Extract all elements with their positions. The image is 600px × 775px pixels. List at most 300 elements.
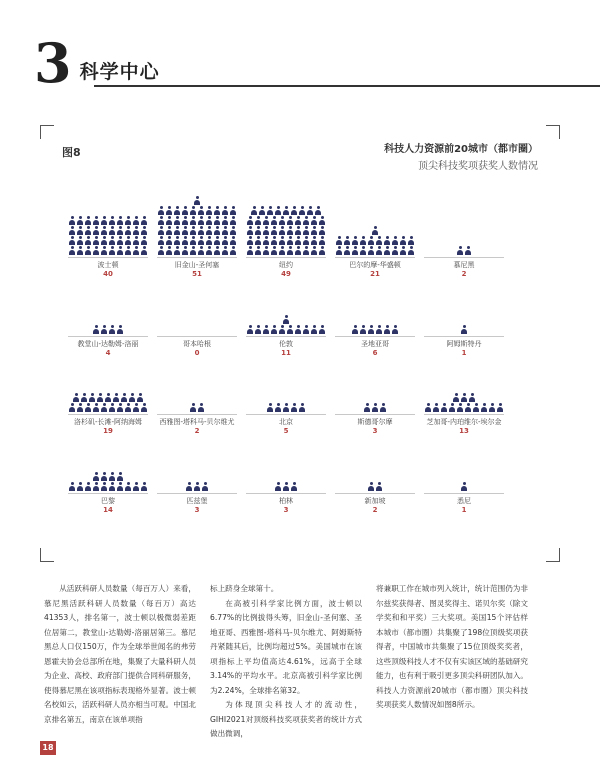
person-icon — [190, 236, 197, 246]
person-icon — [247, 226, 254, 236]
person-icon — [77, 236, 84, 246]
person-icon — [101, 403, 108, 413]
person-icon — [158, 226, 165, 236]
person-icon — [222, 246, 229, 256]
city-name: 新加坡 — [364, 497, 386, 505]
figure-title-block — [384, 140, 538, 172]
person-icon — [263, 226, 270, 236]
person-icon-stack — [151, 196, 243, 256]
person-icon-stack — [62, 393, 154, 413]
person-icon — [279, 226, 286, 236]
person-icon — [453, 393, 460, 403]
person-icon — [206, 226, 213, 236]
person-icon — [101, 472, 108, 482]
person-icon — [141, 482, 148, 492]
city-cell — [151, 423, 243, 523]
page-number: 18 — [40, 741, 56, 755]
person-icon — [283, 206, 290, 216]
person-icon — [311, 236, 318, 246]
city-name: 圣地亚哥 — [361, 340, 389, 348]
person-icon — [295, 325, 302, 335]
city-count: 11 — [281, 349, 291, 357]
person-icon — [255, 236, 262, 246]
cell-baseline — [157, 257, 237, 258]
person-icon — [85, 403, 92, 413]
person-icon — [360, 246, 367, 256]
person-icon — [198, 216, 205, 226]
person-icon — [473, 403, 480, 413]
person-icon — [125, 226, 132, 236]
city-count: 6 — [372, 349, 378, 357]
city-name: 阿姆斯特丹 — [446, 340, 482, 348]
person-icon — [69, 482, 76, 492]
person-icon — [77, 403, 84, 413]
person-icon — [247, 246, 254, 256]
person-icon-stack — [240, 315, 332, 335]
person-icon — [230, 226, 237, 236]
city-count: 13 — [459, 427, 469, 435]
person-icon — [121, 393, 128, 403]
person-icon — [69, 216, 76, 226]
person-icon — [117, 216, 124, 226]
city-count: 3 — [283, 506, 289, 514]
figure-label: 图8 — [62, 146, 81, 159]
person-icon — [214, 246, 221, 256]
person-icon — [194, 196, 201, 206]
person-icon — [174, 236, 181, 246]
person-icon — [372, 226, 379, 236]
person-icon — [275, 482, 282, 492]
person-icon — [85, 236, 92, 246]
person-icon — [315, 206, 322, 216]
person-icon — [319, 325, 326, 335]
person-icon-stack — [62, 216, 154, 256]
cell-baseline — [68, 414, 148, 415]
person-icon — [93, 325, 100, 335]
heading-rule — [94, 85, 600, 87]
city-name: 旧金山-圣何塞 — [174, 261, 220, 269]
cell-baseline — [335, 414, 415, 415]
person-icon — [267, 403, 274, 413]
cell-baseline — [424, 257, 504, 258]
person-icon — [158, 246, 165, 256]
person-icon — [299, 206, 306, 216]
city-count: 0 — [194, 349, 200, 357]
person-icon — [166, 246, 173, 256]
person-icon — [291, 403, 298, 413]
person-icon — [352, 325, 359, 335]
person-icon — [441, 403, 448, 413]
person-icon — [89, 393, 96, 403]
person-icon — [133, 236, 140, 246]
person-icon — [279, 325, 286, 335]
person-icon — [198, 226, 205, 236]
person-icon — [344, 236, 351, 246]
person-icon — [291, 206, 298, 216]
body-paragraph: 为体现顶尖科技人才的流动性，GIHI2021对顶级科技奖项获奖者的统计方式做出微调， — [210, 700, 362, 738]
city-name: 斯德哥尔摩 — [357, 418, 393, 426]
person-icon-stack — [329, 403, 421, 413]
person-icon — [433, 403, 440, 413]
person-icon — [101, 246, 108, 256]
person-icon — [457, 246, 464, 256]
person-icon — [206, 216, 213, 226]
person-icon — [247, 216, 254, 226]
person-icon — [489, 403, 496, 413]
cell-baseline — [335, 493, 415, 494]
person-icon — [287, 325, 294, 335]
person-icon — [77, 226, 84, 236]
person-icon — [190, 246, 197, 256]
person-icon-stack — [240, 403, 332, 413]
person-icon — [287, 246, 294, 256]
person-icon-stack — [418, 393, 510, 413]
person-icon — [73, 393, 80, 403]
city-count: 3 — [194, 506, 200, 514]
body-column-3 — [376, 582, 528, 713]
person-icon — [93, 482, 100, 492]
person-icon — [77, 482, 84, 492]
person-icon — [69, 236, 76, 246]
chapter-number: 3 — [34, 31, 72, 95]
person-icon — [141, 403, 148, 413]
person-icon — [267, 206, 274, 216]
person-icon — [392, 325, 399, 335]
frame-corner-bottom-left — [40, 548, 54, 562]
person-icon — [101, 325, 108, 335]
person-icon — [190, 216, 197, 226]
cell-baseline — [424, 493, 504, 494]
city-name: 匹兹堡 — [186, 497, 208, 505]
person-icon — [174, 246, 181, 256]
person-icon — [214, 206, 221, 216]
city-name: 悉尼 — [457, 497, 471, 505]
body-column-2 — [210, 582, 362, 742]
cell-baseline — [157, 336, 237, 337]
person-icon — [69, 246, 76, 256]
person-icon — [311, 325, 318, 335]
person-icon — [198, 206, 205, 216]
city-name: 纽约 — [279, 261, 293, 269]
person-icon-stack — [240, 482, 332, 492]
person-icon — [222, 216, 229, 226]
person-icon — [230, 206, 237, 216]
person-icon — [182, 216, 189, 226]
person-icon — [93, 472, 100, 482]
person-icon-stack — [418, 246, 510, 256]
person-icon — [222, 236, 229, 246]
city-count: 1 — [461, 349, 467, 357]
cell-baseline — [335, 257, 415, 258]
person-icon — [251, 206, 258, 216]
person-icon — [174, 226, 181, 236]
person-icon — [295, 216, 302, 226]
city-count: 5 — [283, 427, 289, 435]
person-icon — [481, 403, 488, 413]
person-icon — [85, 216, 92, 226]
person-icon — [247, 325, 254, 335]
person-icon — [198, 236, 205, 246]
person-icon — [295, 236, 302, 246]
person-icon — [384, 325, 391, 335]
person-icon — [190, 206, 197, 216]
cell-baseline — [68, 257, 148, 258]
person-icon-stack — [240, 206, 332, 256]
cell-baseline — [246, 414, 326, 415]
person-icon — [275, 206, 282, 216]
person-icon — [461, 325, 468, 335]
person-icon — [186, 482, 193, 492]
person-icon — [364, 403, 371, 413]
cell-baseline — [424, 414, 504, 415]
person-icon — [125, 403, 132, 413]
frame-corner-top-left — [40, 125, 54, 139]
person-icon — [344, 246, 351, 256]
person-icon — [101, 236, 108, 246]
person-icon — [166, 206, 173, 216]
person-icon — [182, 206, 189, 216]
person-icon — [101, 482, 108, 492]
chapter-title: 科学中心 — [79, 61, 160, 83]
city-name: 洛杉矶-长滩-阿纳海姆 — [73, 418, 143, 426]
person-icon — [85, 482, 92, 492]
person-icon — [101, 226, 108, 236]
city-cell — [329, 423, 421, 523]
person-icon — [279, 236, 286, 246]
person-icon — [380, 403, 387, 413]
person-icon — [85, 246, 92, 256]
cell-baseline — [68, 336, 148, 337]
person-icon — [105, 393, 112, 403]
person-icon — [263, 325, 270, 335]
city-count: 14 — [103, 506, 113, 514]
person-icon — [222, 226, 229, 236]
person-icon — [93, 226, 100, 236]
person-icon — [85, 226, 92, 236]
city-count: 2 — [194, 427, 200, 435]
person-icon-stack — [329, 482, 421, 492]
person-icon — [109, 236, 116, 246]
person-icon — [247, 236, 254, 246]
person-icon — [255, 246, 262, 256]
chapter-heading — [34, 31, 160, 95]
city-count: 49 — [281, 270, 291, 278]
person-icon — [384, 236, 391, 246]
person-icon — [336, 236, 343, 246]
person-icon — [311, 216, 318, 226]
person-icon — [449, 403, 456, 413]
city-name: 波士顿 — [97, 261, 119, 269]
person-icon — [319, 216, 326, 226]
person-icon — [230, 216, 237, 226]
person-icon — [400, 246, 407, 256]
person-icon — [133, 246, 140, 256]
cell-baseline — [246, 336, 326, 337]
person-icon — [117, 236, 124, 246]
person-icon — [465, 403, 472, 413]
person-icon — [376, 246, 383, 256]
person-icon — [101, 216, 108, 226]
person-icon — [283, 482, 290, 492]
city-cell — [240, 423, 332, 523]
person-icon — [392, 236, 399, 246]
person-icon — [368, 246, 375, 256]
person-icon — [125, 216, 132, 226]
person-icon — [206, 236, 213, 246]
person-icon — [69, 403, 76, 413]
person-icon — [109, 472, 116, 482]
person-icon-stack — [151, 403, 243, 413]
figure-title: 科技人力资源前20城市（都市圈） — [384, 144, 538, 155]
person-icon — [206, 246, 213, 256]
body-paragraph: 标上跻身全球第十。 — [210, 584, 279, 593]
city-count: 51 — [192, 270, 202, 278]
person-icon — [376, 236, 383, 246]
person-icon — [141, 236, 148, 246]
city-name: 西雅图-塔科马-贝尔维尤 — [159, 418, 235, 426]
cell-baseline — [246, 257, 326, 258]
figure-subtitle: 顶尖科技奖项获奖人数情况 — [418, 161, 538, 172]
person-icon — [259, 206, 266, 216]
cell-baseline — [335, 336, 415, 337]
person-icon — [129, 393, 136, 403]
person-icon — [275, 403, 282, 413]
person-icon — [400, 236, 407, 246]
person-icon — [319, 236, 326, 246]
city-name: 巴黎 — [101, 497, 115, 505]
person-icon — [311, 226, 318, 236]
person-icon — [137, 393, 144, 403]
city-count: 1 — [461, 506, 467, 514]
frame-corner-top-right — [546, 125, 560, 139]
person-icon — [141, 226, 148, 236]
person-icon — [287, 236, 294, 246]
person-icon — [117, 226, 124, 236]
cell-baseline — [246, 493, 326, 494]
person-icon — [287, 216, 294, 226]
person-icon — [117, 482, 124, 492]
person-icon — [311, 246, 318, 256]
person-icon — [271, 216, 278, 226]
person-icon — [291, 482, 298, 492]
city-count: 40 — [103, 270, 113, 278]
city-cell — [418, 423, 510, 523]
person-icon — [469, 393, 476, 403]
city-count: 2 — [372, 506, 378, 514]
city-name: 哥本哈根 — [183, 340, 211, 348]
person-icon — [222, 206, 229, 216]
city-count: 4 — [105, 349, 111, 357]
person-icon-stack — [329, 325, 421, 335]
person-icon — [384, 246, 391, 256]
person-icon — [271, 236, 278, 246]
person-icon-stack — [418, 482, 510, 492]
person-icon — [109, 482, 116, 492]
person-icon — [166, 226, 173, 236]
person-icon — [198, 403, 205, 413]
person-icon — [109, 216, 116, 226]
person-icon — [214, 216, 221, 226]
person-icon — [230, 236, 237, 246]
person-icon — [299, 403, 306, 413]
person-icon — [408, 236, 415, 246]
person-icon — [206, 206, 213, 216]
person-icon — [109, 246, 116, 256]
person-icon-stack — [418, 325, 510, 335]
person-icon — [190, 403, 197, 413]
person-icon — [279, 246, 286, 256]
person-icon — [174, 216, 181, 226]
person-icon-stack — [62, 325, 154, 335]
person-icon — [279, 216, 286, 226]
person-icon — [81, 393, 88, 403]
person-icon — [368, 325, 375, 335]
body-column-1 — [44, 582, 196, 727]
person-icon — [263, 246, 270, 256]
person-icon — [109, 226, 116, 236]
person-icon — [319, 246, 326, 256]
person-icon — [457, 403, 464, 413]
person-icon — [425, 403, 432, 413]
person-icon — [303, 325, 310, 335]
person-icon — [109, 403, 116, 413]
city-count: 2 — [461, 270, 467, 278]
city-count: 19 — [103, 427, 113, 435]
person-icon — [408, 246, 415, 256]
person-icon — [307, 206, 314, 216]
person-icon-stack — [151, 482, 243, 492]
person-icon — [125, 246, 132, 256]
person-icon — [141, 246, 148, 256]
person-icon — [125, 482, 132, 492]
person-icon — [117, 325, 124, 335]
person-icon — [109, 325, 116, 335]
person-icon — [182, 236, 189, 246]
person-icon — [194, 482, 201, 492]
person-icon — [125, 236, 132, 246]
person-icon — [303, 216, 310, 226]
person-icon — [117, 403, 124, 413]
person-icon — [271, 246, 278, 256]
person-icon — [133, 226, 140, 236]
person-icon — [77, 246, 84, 256]
person-icon — [497, 403, 504, 413]
person-icon — [113, 393, 120, 403]
person-icon — [283, 315, 290, 325]
city-cell — [62, 423, 154, 523]
person-icon — [283, 403, 290, 413]
city-name: 芝加哥-内珀维尔-埃尔金 — [426, 418, 502, 426]
person-icon — [295, 226, 302, 236]
person-icon — [352, 246, 359, 256]
person-icon — [372, 403, 379, 413]
person-icon — [141, 216, 148, 226]
person-icon — [117, 246, 124, 256]
person-icon — [214, 236, 221, 246]
person-icon — [133, 216, 140, 226]
person-icon — [202, 482, 209, 492]
person-icon — [190, 226, 197, 236]
person-icon — [376, 325, 383, 335]
person-icon — [230, 246, 237, 256]
person-icon — [295, 246, 302, 256]
person-icon — [69, 226, 76, 236]
person-icon — [93, 216, 100, 226]
person-icon — [133, 482, 140, 492]
person-icon — [93, 403, 100, 413]
city-name: 北京 — [279, 418, 293, 426]
person-icon — [117, 472, 124, 482]
